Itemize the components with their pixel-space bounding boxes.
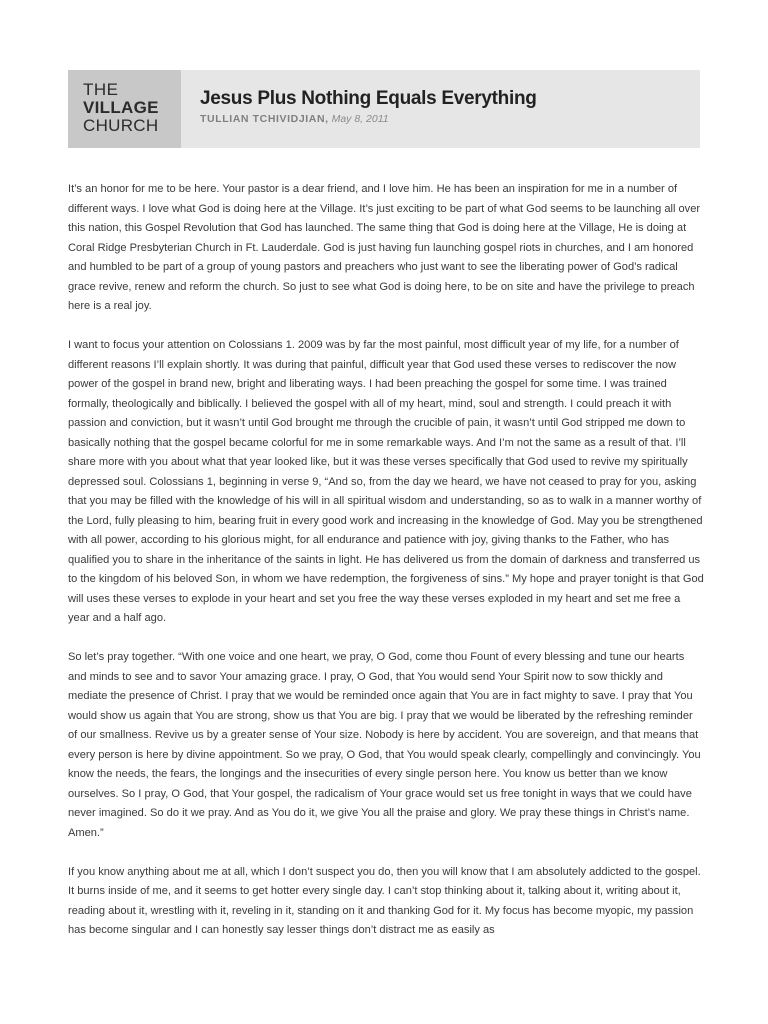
article-paragraph: It’s an honor for me to be here. Your pastor is a dear friend, and I love him. He has been an inspiration for me in a number of different ways. I love what God is doing here at the Village. It’s just exciting to be part of what God seems to be launching all over this nation, this Gospel Revolution that God has launched. The same thing that God is doing here at the Village, He is doing at Coral Ridge Presbyterian Church in Ft. Lauderdale. God is just having fun launching gospel riots in churches, and I am honored and humbled to be part of a group of young pastors and preachers who just want to see the liberating power of God’s radical grace revive, renew and reform the church. So just to see what God is doing here, to be on site and have the privilege to preach here is a real joy. — [68, 183, 701, 312]
church-logo[interactable] — [68, 70, 181, 148]
publish-date: May 8, 2011 — [331, 113, 389, 125]
logo-line-church: CHURCH — [83, 116, 159, 135]
page-title: Jesus Plus Nothing Equals Everything — [200, 88, 537, 109]
article-header — [68, 70, 700, 148]
article-body — [68, 180, 704, 960]
author-name: TULLIAN TCHIVIDJIAN, — [200, 113, 329, 125]
article-paragraph: If you know anything about me at all, which I don’t suspect you do, then you will know that I am absolutely addicted to the gospel. It burns inside of me, and it seems to get hotter every single day. I can’t stop thinking about it, talking about it, writing about it, reading about it, wrestling with it, reveling in it, standing on it and thanking God for it. My focus has become myopic, my passion has become singular and I can honestly say lesser things don’t distract me as easily as — [68, 865, 701, 936]
logo-line-the: THE — [83, 80, 119, 99]
logo-line-village: VILLAGE — [83, 98, 159, 117]
article-paragraph: I want to focus your attention on Colossians 1. 2009 was by far the most painful, most difficult year of my life, for a number of different reasons I’ll explain shortly. It was during that painful, difficult year that God used these verses to rediscover the now power of the gospel in brand new, bright and liberating ways. I had been preaching the gospel for some time. I was trained formally, theologically and biblically. I believed the gospel with all of my heart, mind, soul and strength. I could preach it with passion and conviction, but it wasn’t until God brought me through the crucible of pain, it wasn’t until God stripped me down to basically nothing that the gospel became colorful for me in some remarkable ways. And I’m not the same as a result of that. I’ll share more with you about what that year looked like, but it was these verses specifically that God used to revive my spiritually depressed soul. Colossians 1, beginning in verse 9, “And so, from the day we heard, we have not ceased to pray for you, asking that you may be filled with the knowledge of his will in all spiritual wisdom and understanding, so as to walk in a manner worthy of the Lord, fully pleasing to him, bearing fruit in every good work and increasing in the knowledge of God. May you be strengthened with all power, according to his glorious might, for all endurance and patience with joy, giving thanks to the Father, who has qualified you to share in the inheritance of the saints in light. He has delivered us from the domain of darkness and transferred us to the kingdom of his beloved Son, in whom we have redemption, the forgiveness of sins.” My hope and prayer tonight is that God will uses these verses to explode in your heart and set you free the way these verses exploded in my heart and set me free a year and a half ago. — [68, 339, 704, 624]
byline — [200, 113, 389, 125]
article-paragraph: So let’s pray together. “With one voice and one heart, we pray, O God, come thou Fount of every blessing and tune our hearts and minds to see and to savor Your amazing grace. I pray, O God, that You would send Your Spirit now to sow thickly and mediate the presence of Christ. I pray that we would be reminded once again that You are in fact mighty to save. I pray that You would show us again that You are strong, show us that You are big. I pray that we would be liberated by the refreshing reminder of our smallness. Revive us by a greater sense of Your size. Nobody is here by accident. You are sovereign, and that means that every person is here by divine appointment. So we pray, O God, that You would speak clearly, compellingly and convincingly. You know the needs, the fears, the longings and the insecurities of every single person here. You know us better than we know ourselves. So I pray, O God, that Your gospel, the radicalism of Your grace would set us free tonight in ways that we could have never imagined. So do it we pray. And as You do it, we give You all the praise and glory. We pray these things in Christ’s name. Amen.” — [68, 651, 701, 839]
